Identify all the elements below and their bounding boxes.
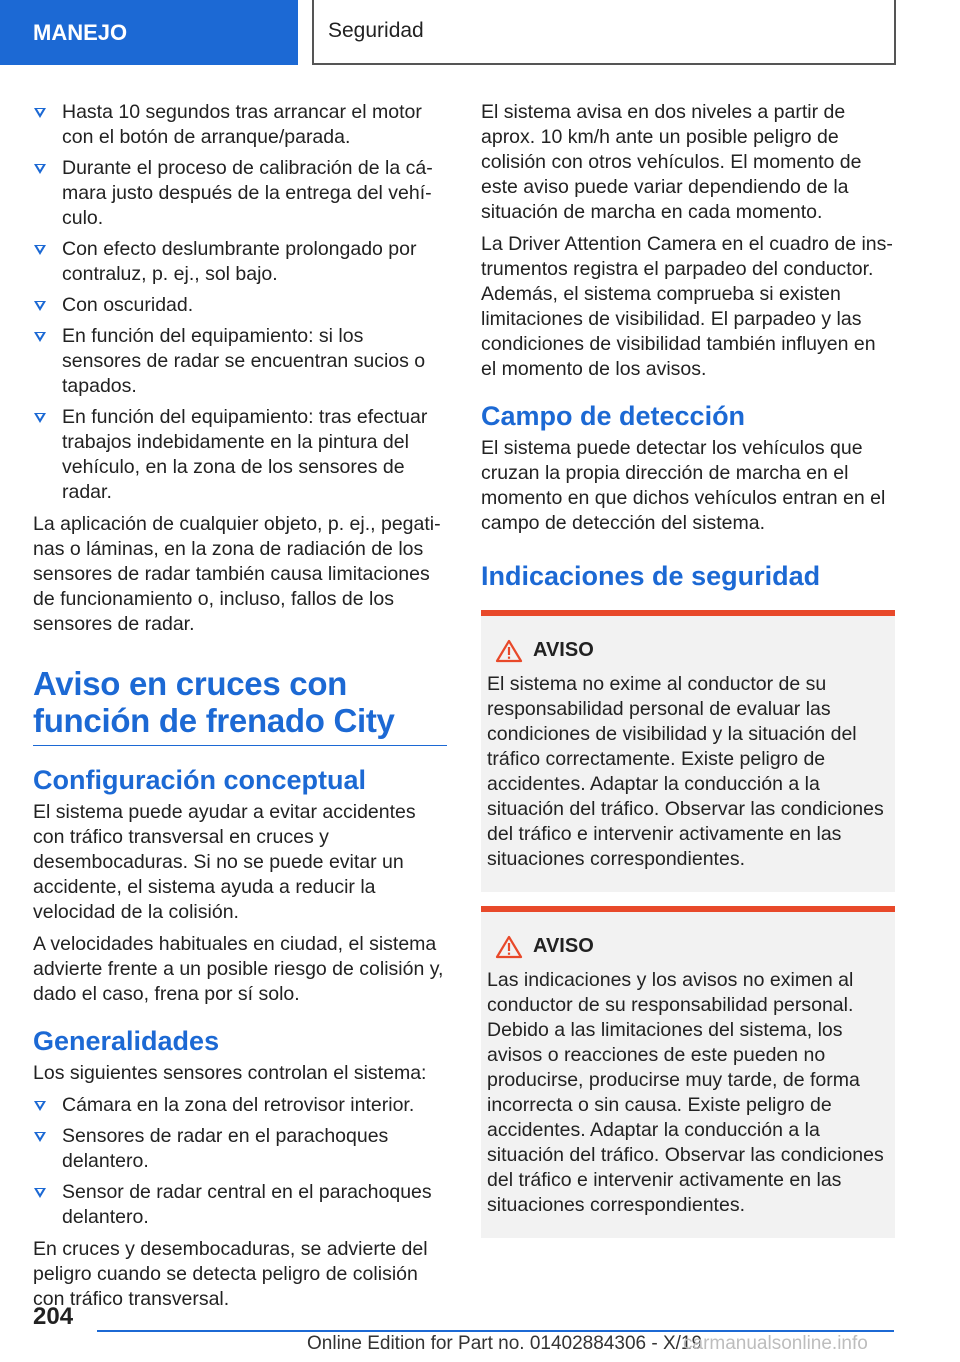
paragraph: El sistema puede detectar los vehículos que cruzan la propia dirección de marcha en el momento en que dichos vehículos entran en el campo de detección del sistema. [481, 437, 886, 534]
left-column [33, 100, 447, 1319]
list-item: Sensores de radar en el parachoques delantero. [33, 1124, 447, 1174]
warning-text: Las indicaciones y los avisos no eximen al conductor de su responsabilidad personal. Debido a las limitaciones del sistema, los avisos o reacciones de este pueden no producirse, producirse muy tarde, de forma incorrecta o sin causa. Existe peligro de accidentes. Adaptar la conducción a la situación del tráfico. Observar las condiciones del tráfico e intervenir activamente en las situaciones correspondientes. [487, 969, 884, 1216]
watermark-text: carmanualsonline.info [683, 1333, 868, 1354]
bullet-triangle-icon [34, 332, 46, 342]
warning-box [481, 610, 895, 892]
bullet-triangle-icon [34, 413, 46, 423]
bullet-triangle-icon [34, 1101, 46, 1111]
page-number: 204 [33, 1303, 74, 1330]
footer-edition: Online Edition for Part no. 01402884306 - X/19 [307, 1333, 703, 1354]
section-heading-seguridad: Indicaciones de seguridad [481, 561, 821, 591]
section-title: Seguridad [312, 0, 896, 65]
warning-title: AVISO [495, 638, 887, 663]
list-item: Cámara en la zona del retrovisor interior. [33, 1093, 447, 1118]
list-item: Hasta 10 segundos tras arrancar el motor con el botón de arranque/parada. [33, 100, 447, 150]
warning-text: El sistema no exime al conductor de su responsabilidad personal de evaluar las condiciones de visibilidad y la situación del tráfico correctamente. Existe peligro de accidentes. Adaptar la conducción a la situación del tráfico. Observar las condiciones del tráfico e intervenir activamente en las situaciones correspondientes. [487, 673, 884, 870]
paragraph: A velocidades habituales en ciudad, el sistema advierte frente a un posible riesgo de colisión y, dado el caso, frena por sí solo. [33, 933, 444, 1005]
paragraph: La Driver Attention Camera en el cuadro de instrumentos registra el parpadeo del conductor. Además, el sistema comprueba si existen limitaciones de visibilidad. El parpadeo y las condiciones de visibilidad también influyen en el momento de los avisos. [481, 233, 893, 380]
conditions-list [33, 100, 447, 505]
footer-divider [97, 1330, 894, 1332]
paragraph: En cruces y desembocaduras, se advierte del peligro cuando se detecta peligro de colisión con tráfico transversal. [33, 1238, 428, 1310]
list-item: Durante el proceso de calibración de la cámara justo después de la entrega del vehículo. [33, 156, 447, 231]
list-item: Con efecto deslumbrante prolongado por contraluz, p. ej., sol bajo. [33, 237, 447, 287]
section-heading-config: Configuración conceptual [33, 765, 367, 795]
warning-box [481, 906, 895, 1238]
list-item: En función del equipamiento: si los sensores de radar se encuentran sucios o tapados. [33, 324, 447, 399]
section-heading-general: Generalidades [33, 1026, 220, 1056]
warning-triangle-icon [495, 935, 523, 959]
warning-title: AVISO [495, 934, 887, 959]
warning-triangle-icon [495, 639, 523, 663]
list-item: En función del equipamiento: tras efectuar trabajos indebidamente en la pintura del vehículo, en la zona de los sensores de radar. [33, 405, 447, 505]
section-heading-campo: Campo de detección [481, 401, 746, 431]
bullet-triangle-icon [34, 1132, 46, 1142]
bullet-triangle-icon [34, 245, 46, 255]
list-item: Sensor de radar central en el parachoques delantero. [33, 1180, 447, 1230]
bullet-triangle-icon [34, 164, 46, 174]
paragraph: El sistema avisa en dos niveles a partir de aprox. 10 km/h ante un posible peligro de colisión con otros vehículos. El momento de este aviso puede variar dependiendo de la situación de marcha en cada momento. [481, 101, 862, 223]
bullet-triangle-icon [34, 108, 46, 118]
bullet-triangle-icon [34, 301, 46, 311]
list-item: Con oscuridad. [33, 293, 447, 318]
sensors-list [33, 1093, 447, 1230]
chapter-tab: MANEJO [0, 0, 298, 65]
paragraph: Los siguientes sensores controlan el sistema: [33, 1062, 427, 1084]
paragraph: La aplicación de cualquier objeto, p. ej., pegatinas o láminas, en la zona de radiación de los sensores de radar también causa limitaciones de funcionamiento o, incluso, fallos de los sensores de radar. [33, 513, 441, 635]
right-column [481, 100, 895, 1238]
bullet-triangle-icon [34, 1188, 46, 1198]
chapter-heading: Aviso en cruces con función de frenado City [33, 665, 447, 746]
paragraph: El sistema puede ayudar a evitar accidentes con tráfico transversal en cruces y desembocaduras. Si no se puede evitar un accidente, el sistema ayuda a reducir la velocidad de la colisión. [33, 801, 416, 923]
